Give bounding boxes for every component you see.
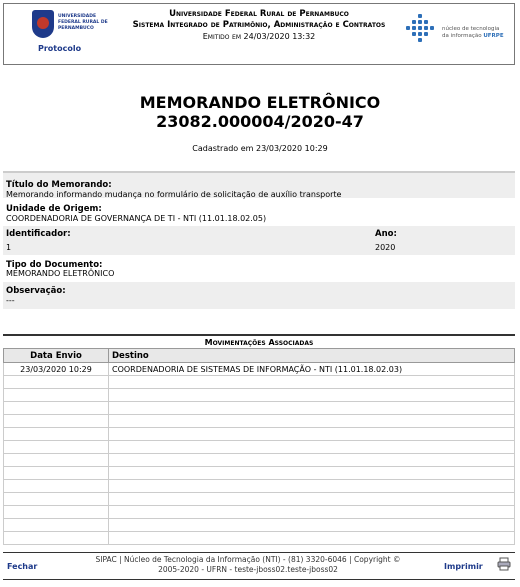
memo-title (0, 93, 520, 131)
destino-cell (109, 506, 515, 519)
data-envio-cell (4, 415, 109, 428)
data-envio-cell (4, 506, 109, 519)
report-header (3, 3, 515, 65)
destino-cell (109, 441, 515, 454)
data-envio-cell (4, 376, 109, 389)
table-row (4, 389, 515, 402)
table-row (4, 363, 515, 376)
identificador-label: Identificador: (6, 229, 71, 239)
unidade-label: Unidade de Origem: (6, 204, 102, 214)
university-name: Universidade Federal Rural de Pernambuco (169, 9, 349, 19)
nti-logo-text: núcleo de tecnologia da informação UFRPE (442, 26, 504, 39)
ufrpe-crest-icon (32, 10, 54, 38)
table-row (4, 376, 515, 389)
titulo-row (3, 173, 515, 199)
memo-number: 23082.000004/2020-47 (156, 112, 364, 131)
data-envio-cell (4, 454, 109, 467)
data-envio-cell (4, 519, 109, 532)
destino-cell: COORDENADORIA DE SISTEMAS DE INFORMAÇÃO - NTI (11.01.18.02.03) (109, 363, 515, 376)
memo-type: MEMORANDO ELETRÔNICO (139, 93, 381, 112)
titulo-label: Título do Memorando: (6, 180, 112, 190)
tipo-value: MEMORANDO ELETRÔNICO (6, 269, 115, 278)
table-row (4, 402, 515, 415)
ano-label: Ano: (375, 229, 397, 239)
titulo-value: Memorando informando mudança no formulário de solicitação de auxílio transporte (6, 190, 342, 199)
printer-icon[interactable] (497, 557, 511, 571)
emission-date: Emitido em 24/03/2020 13:32 (202, 32, 316, 41)
unidade-row (3, 199, 515, 226)
col-data-envio: Data Envio (4, 349, 109, 363)
data-envio-cell (4, 532, 109, 545)
imprimir-link[interactable]: Imprimir (444, 562, 483, 571)
table-row (4, 519, 515, 532)
table-row (4, 454, 515, 467)
table-row (4, 532, 515, 545)
table-row (4, 441, 515, 454)
fechar-link[interactable]: Fechar (7, 562, 38, 571)
tipo-row (3, 256, 515, 282)
identificador-value: 1 (6, 243, 12, 252)
data-envio-cell (4, 480, 109, 493)
destino-cell (109, 454, 515, 467)
footer-credit: SIPAC | Núcleo de Tecnologia da Informação (NTI) - (81) 3320-6046 | Copyright © 2005-2020 - UFRN - teste-jboss02.teste-jboss02 (95, 555, 401, 574)
table-row (4, 415, 515, 428)
identificador-row (3, 226, 515, 256)
table-row (4, 480, 515, 493)
data-envio-cell: 23/03/2020 10:29 (4, 363, 109, 376)
destino-cell (109, 389, 515, 402)
destino-cell (109, 402, 515, 415)
table-row (4, 428, 515, 441)
tipo-label: Tipo do Documento: (6, 260, 103, 270)
data-envio-cell (4, 402, 109, 415)
table-row (4, 506, 515, 519)
destino-cell (109, 532, 515, 545)
nti-dots-icon (406, 14, 438, 46)
destino-cell (109, 493, 515, 506)
institution-title (124, 9, 394, 42)
nti-logo (406, 14, 514, 48)
observacao-label: Observação: (6, 286, 66, 296)
ufrpe-logo (26, 8, 112, 54)
movimentacoes-section (3, 334, 515, 545)
data-envio-cell (4, 467, 109, 480)
destino-cell (109, 415, 515, 428)
table-header-row (4, 349, 515, 363)
observacao-value: --- (6, 296, 15, 305)
cadastro-date: Cadastrado em 23/03/2020 10:29 (192, 144, 328, 153)
data-envio-cell (4, 428, 109, 441)
movimentacoes-table (3, 348, 515, 545)
unidade-value: COORDENADORIA DE GOVERNANÇA DE TI - NTI (11.01.18.02.05) (6, 214, 267, 223)
ufrpe-logo-text: UNIVERSIDADE FEDERAL RURAL DE PERNAMBUCO (58, 14, 108, 31)
destino-cell (109, 428, 515, 441)
ano-value: 2020 (375, 243, 396, 252)
table-row (4, 467, 515, 480)
memo-info-panel (3, 171, 515, 310)
data-envio-cell (4, 389, 109, 402)
destino-cell (109, 480, 515, 493)
data-envio-cell (4, 441, 109, 454)
col-destino: Destino (109, 349, 515, 363)
destino-cell (109, 519, 515, 532)
protocolo-label: Protocolo (38, 44, 82, 53)
destino-cell (109, 467, 515, 480)
data-envio-cell (4, 493, 109, 506)
footer (3, 552, 515, 580)
movimentacoes-caption: Movimentações Associadas (3, 336, 515, 348)
table-row (4, 493, 515, 506)
observacao-row (3, 282, 515, 310)
destino-cell (109, 376, 515, 389)
system-name: Sistema Integrado de Patrimônio, Administração e Contratos (132, 20, 386, 30)
